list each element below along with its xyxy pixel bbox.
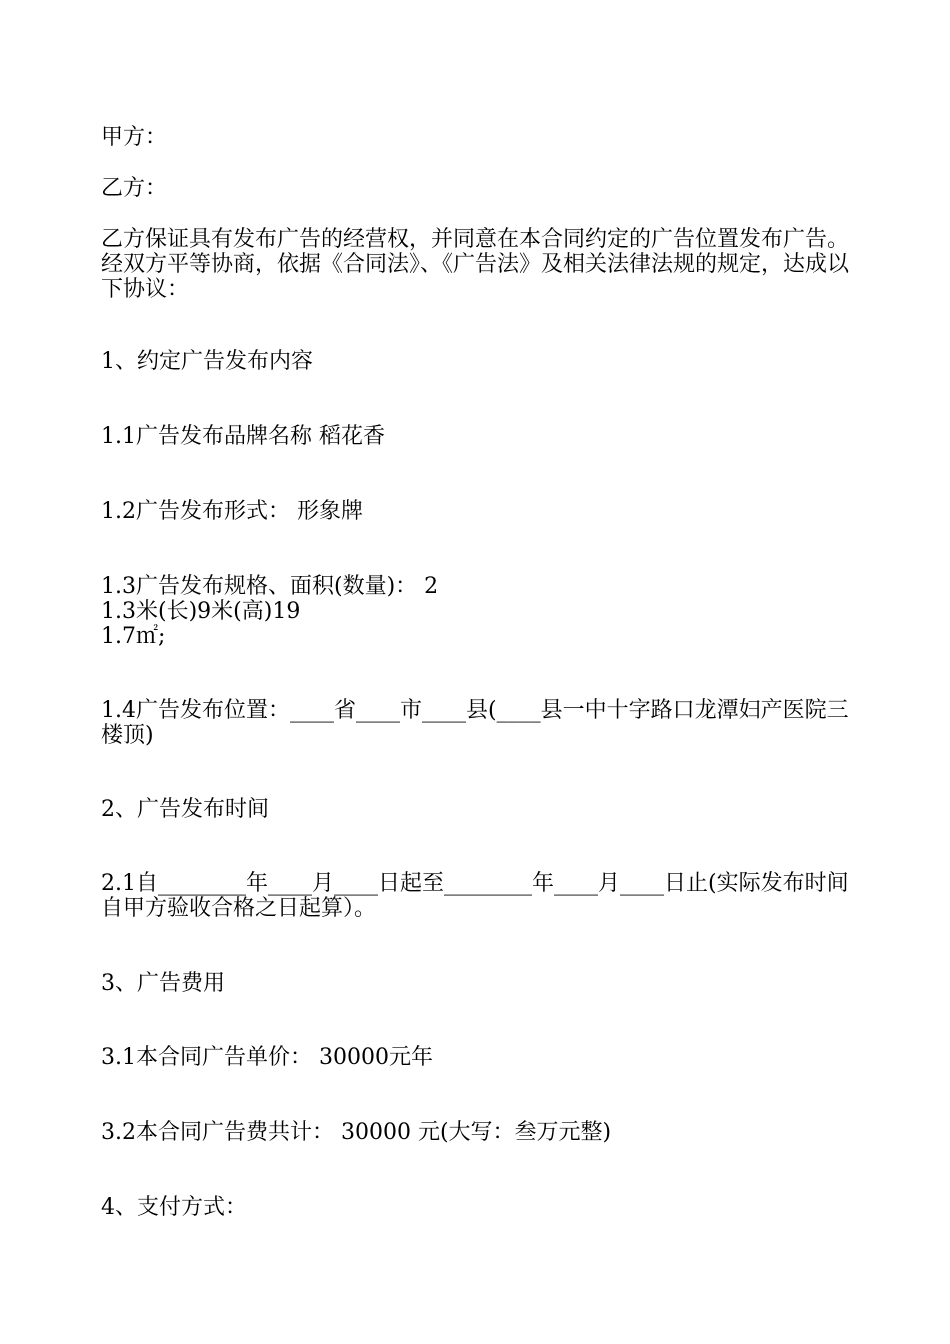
section-2-heading: 2、广告发布时间 (101, 797, 269, 822)
clause-1-3-line: 1.7㎡; (101, 624, 166, 649)
clause-1-2: 1.2广告发布形式： 形象牌 (101, 499, 363, 524)
section-3-heading: 3、广告费用 (101, 971, 225, 996)
clause-1-3-line: 1.3广告发布规格、面积(数量)： 2 (101, 574, 439, 599)
clause-1-4: 1.4广告发布位置：____省____市____县(____县一中十字路口龙潭妇产医院三楼顶) (101, 698, 849, 748)
clause-1-1: 1.1广告发布品牌名称 稻花香 (101, 424, 385, 449)
clause-1-3 (101, 574, 853, 649)
clause-3-1: 3.1本合同广告单价： 30000元年 (101, 1045, 433, 1070)
party-b-label: 乙方： (101, 176, 168, 201)
section-1-heading: 1、约定广告发布内容 (101, 349, 313, 374)
clause-3-2: 3.2本合同广告费共计： 30000 元(大写：叁万元整) (101, 1120, 612, 1145)
clause-1-3-line: 1.3米(长)9米(高)19 (101, 599, 301, 624)
intro-paragraph: 乙方保证具有发布广告的经营权，并同意在本合同约定的广告位置发布广告。经双方平等协商，依据《合同法》、《广告法》及相关法律法规的规定，达成以下协议： (101, 227, 850, 302)
section-4-heading: 4、支付方式： (101, 1195, 247, 1220)
clause-2-1: 2.1自________年____月____日起至________年____月____日止(实际发布时间自甲方验收合格之日起算）。 (101, 871, 849, 921)
party-a-label: 甲方： (101, 125, 168, 150)
